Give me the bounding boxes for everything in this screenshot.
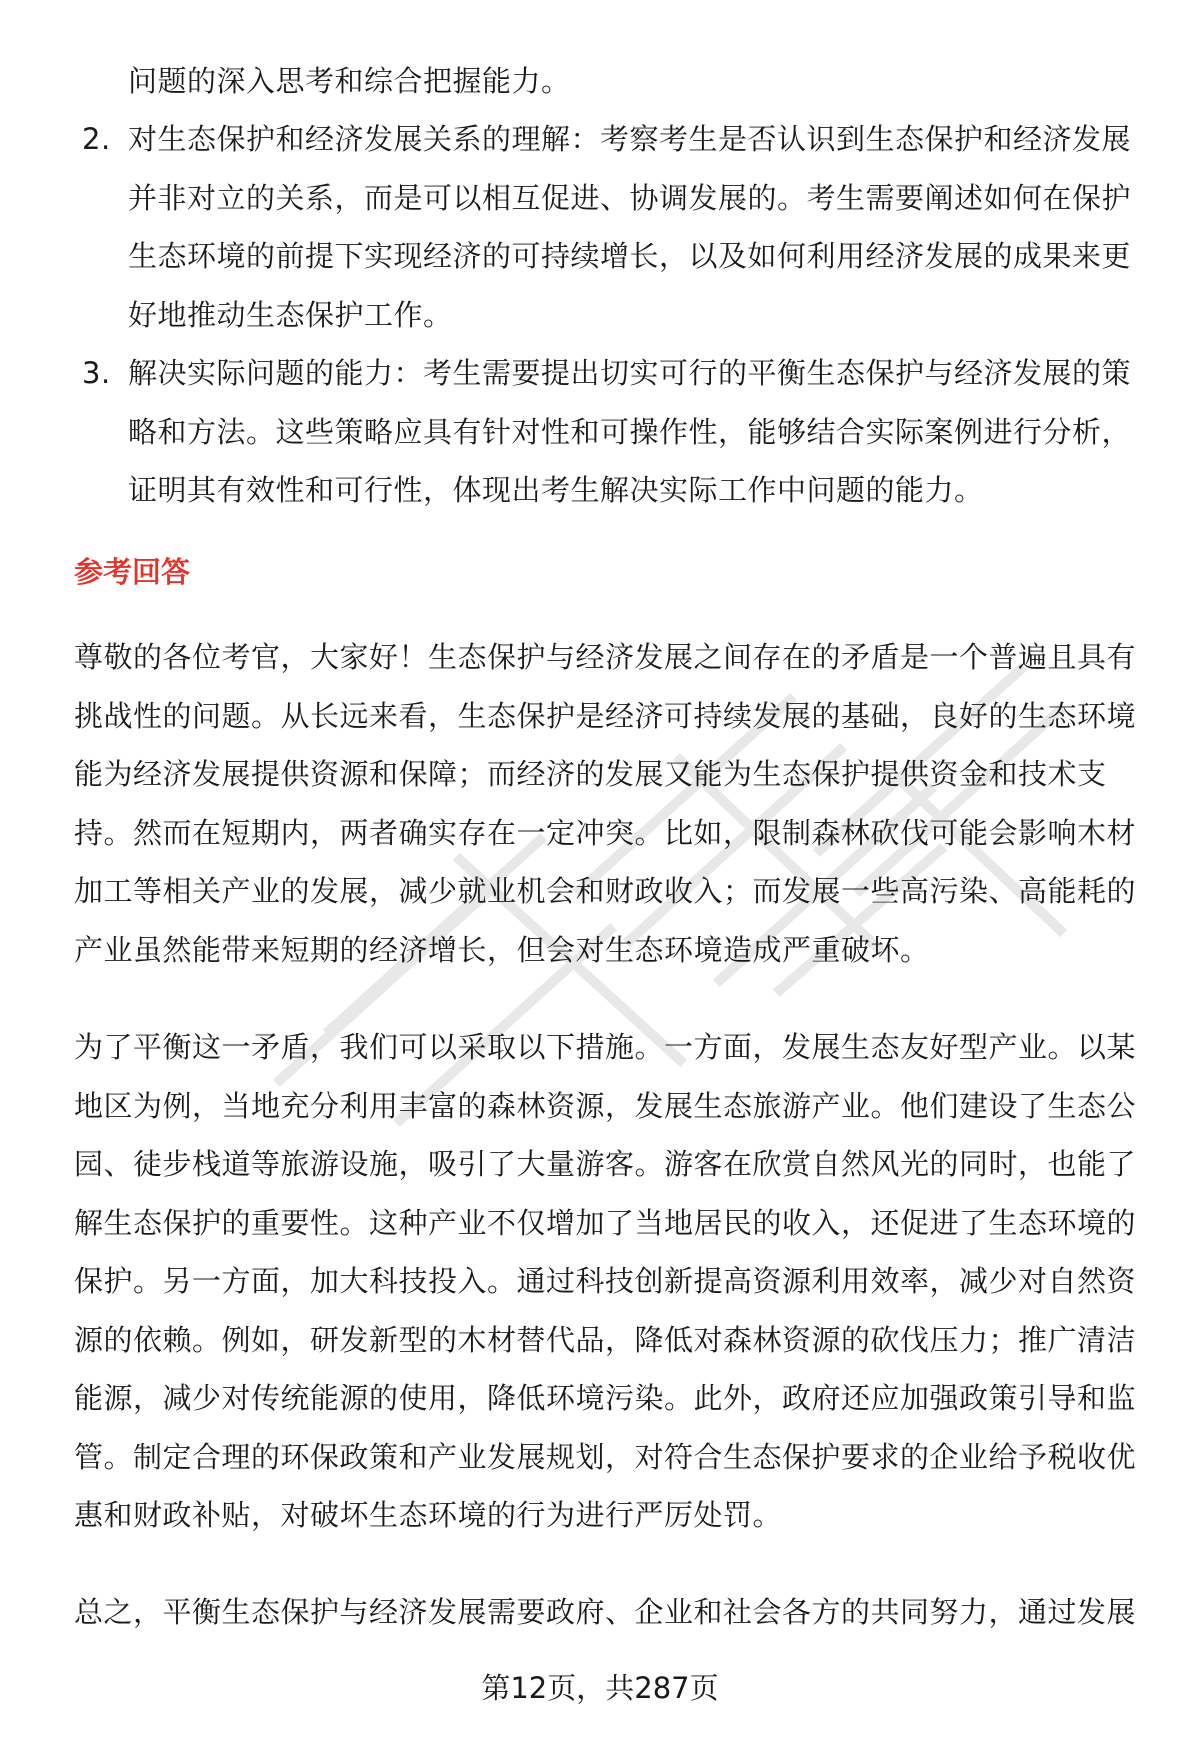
list-item-text: 解决实际问题的能力：考生需要提出切实可行的平衡生态保护与经济发展的策略和方法。这些策略应具有针对性和可操作性，能够结合实际案例进行分析，证明其有效性和可行性，体现出考生解决实际工作中问题的能力。 bbox=[128, 356, 1132, 507]
list-item-number: 3. bbox=[82, 356, 111, 390]
list-continuation: 问题的深入思考和综合把握能力。 bbox=[128, 64, 571, 98]
list-item-text: 对生态保护和经济发展关系的理解：考察考生是否认识到生态保护和经济发展并非对立的关系，而是可以相互促进、协调发展的。考生需要阐述如何在保护生态环境的前提下实现经济的可持续增长，以及如何利用经济发展的成果来更好地推动生态保护工作。 bbox=[128, 122, 1132, 332]
list-item bbox=[76, 344, 1146, 520]
criteria-list bbox=[76, 110, 1146, 520]
section-heading-reference-answer: 参考回答 bbox=[74, 555, 191, 589]
list-item bbox=[76, 110, 1146, 344]
answer-paragraph: 尊敬的各位考官，大家好！生态保护与经济发展之间存在的矛盾是一个普遍且具有挑战性的问题。从长远来看，生态保护是经济可持续发展的基础，良好的生态环境能为经济发展提供资源和保障；而经济的发展又能为生态保护提供资金和技术支持。然而在短期内，两者确实存在一定冲突。比如，限制森林砍伐可能会影响木材加工等相关产业的发展，减少就业机会和财政收入；而发展一些高污染、高能耗的产业虽然能带来短期的经济增长，但会对生态环境造成严重破坏。 bbox=[74, 640, 1137, 967]
answer-paragraph: 总之，平衡生态保护与经济发展需要政府、企业和社会各方的共同努力，通过发展 bbox=[74, 1595, 1137, 1629]
page-number-footer: 第12页，共287页 bbox=[481, 1671, 719, 1705]
answer-paragraph: 为了平衡这一矛盾，我们可以采取以下措施。一方面，发展生态友好型产业。以某地区为例，当地充分利用丰富的森林资源，发展生态旅游产业。他们建设了生态公园、徒步栈道等旅游设施，吸引了大量游客。游客在欣赏自然风光的同时，也能了解生态保护的重要性。这种产业不仅增加了当地居民的收入，还促进了生态环境的保护。另一方面，加大科技投入。通过科技创新提高资源利用效率，减少对自然资源的依赖。例如，研发新型的木材替代品，降低对森林资源的砍伐压力；推广清洁能源，减少对传统能源的使用，降低环境污染。此外，政府还应加强政策引导和监管。制定合理的环保政策和产业发展规划，对符合生态保护要求的企业给予税收优惠和财政补贴，对破坏生态环境的行为进行严厉处罚。 bbox=[74, 1030, 1137, 1532]
list-item-number: 2. bbox=[82, 122, 111, 156]
